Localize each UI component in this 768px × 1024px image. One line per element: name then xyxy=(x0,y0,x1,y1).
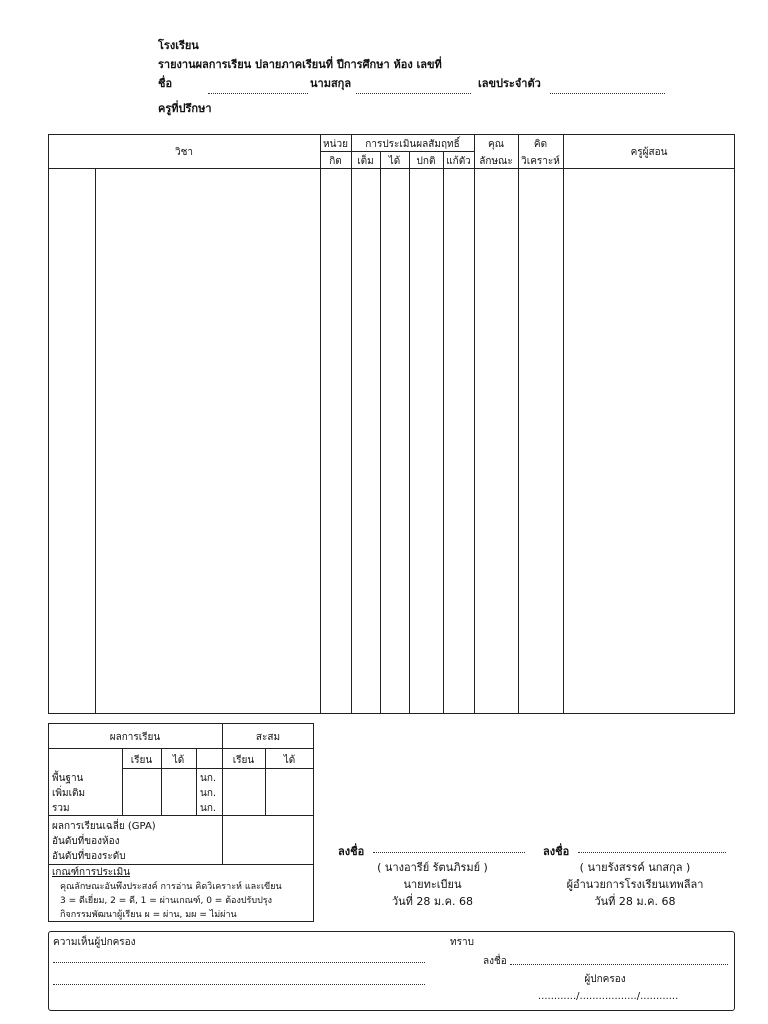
summary-subheader-divider xyxy=(122,768,314,769)
character-header-bottom: ลักษณะ xyxy=(479,156,513,167)
cumulative-study-header: เรียน xyxy=(232,755,255,766)
registrar-sign-line xyxy=(373,852,525,853)
parent-role: ผู้ปกครอง xyxy=(584,974,626,985)
parent-comment-title: ความเห็นผู้ปกครอง xyxy=(53,937,136,948)
registrar-date: วันที่ 28 ม.ค. 68 xyxy=(391,895,474,908)
extra-label: เพิ่มเติม xyxy=(52,788,86,799)
full-score-header: เต็ม xyxy=(357,156,374,167)
analysis-header-top: คิด xyxy=(533,139,548,150)
parent-sign-line[interactable] xyxy=(510,964,728,965)
normal-header: ปกติ xyxy=(416,156,436,167)
name-line xyxy=(208,93,308,94)
cumulative-got-header: ได้ xyxy=(283,755,296,766)
teacher-header: ครูผู้สอน xyxy=(630,147,668,158)
got-column-divider xyxy=(380,151,381,714)
director-sign-label: ลงชื่อ xyxy=(543,845,570,858)
char-column-divider xyxy=(474,134,475,714)
report-title: รายงานผลการเรียน ปลายภาคเรียนที่ ปีการศึกษา ห้อง เลขที่ xyxy=(158,58,442,71)
rank-room-label: อันดับที่ของห้อง xyxy=(52,836,120,847)
assessment-header: การประเมินผลสัมฤทธิ์ xyxy=(365,139,460,150)
school-label: โรงเรียน xyxy=(158,39,199,52)
unit-extra: นก. xyxy=(200,788,217,799)
registrar-position: นายทะเบียน xyxy=(403,878,462,891)
results-title: ผลการเรียน xyxy=(109,732,161,743)
director-date: วันที่ 28 ม.ค. 68 xyxy=(594,895,676,908)
credit-header-top: หน่วย xyxy=(323,139,348,150)
credit-header-bottom: กิต xyxy=(329,156,342,167)
unit-total: นก. xyxy=(200,803,217,814)
surname-label: นามสกุล xyxy=(310,77,352,90)
student-id-line xyxy=(550,93,665,94)
character-header-top: คุณ xyxy=(488,139,504,150)
criteria-line-2: 3 = ดีเยี่ยม, 2 = ดี, 1 = ผ่านเกณฑ์, 0 = ต้องปรับปรุง xyxy=(60,896,273,906)
analysis-header-bottom: วิเคราะห์ xyxy=(521,156,560,167)
total-label: รวม xyxy=(52,803,70,814)
parent-date-line[interactable]: ............/................../............ xyxy=(538,991,679,1002)
grades-table xyxy=(48,134,735,714)
summary-title-divider xyxy=(48,748,314,749)
parent-sign-label: ลงชื่อ xyxy=(483,956,507,967)
criteria-line-1: คุณลักษณะอันพึงประสงค์ การอ่าน คิดวิเคราะห์ และเขียน xyxy=(60,882,282,892)
summary-credits-divider xyxy=(48,815,314,816)
credit-column-divider xyxy=(320,134,321,714)
fix-column-divider xyxy=(443,151,444,714)
full-column-divider xyxy=(351,134,352,714)
cumulative-title: สะสม xyxy=(255,732,281,743)
director-name: ( นายรังสรรค์ นกสกุล ) xyxy=(579,861,691,874)
subject-header: วิชา xyxy=(174,147,194,158)
unit-divider xyxy=(196,748,197,815)
criteria-title: เกณฑ์การประเมิน xyxy=(52,867,131,878)
got-score-header: ได้ xyxy=(388,156,401,167)
think-column-divider xyxy=(518,134,519,714)
parent-comment-line-2[interactable] xyxy=(53,984,425,985)
acknowledge-label: ทราบ xyxy=(450,937,474,948)
normal-column-divider xyxy=(409,151,410,714)
fix-header: แก้ตัว xyxy=(446,156,471,167)
registrar-name: ( นางอารีย์ รัตนภิรมย์ ) xyxy=(377,861,488,874)
surname-line xyxy=(356,93,471,94)
rank-level-label: อันดับที่ของระดับ xyxy=(52,851,126,862)
basic-label: พื้นฐาน xyxy=(52,773,84,784)
parent-comment-line-1[interactable] xyxy=(53,962,425,963)
student-id-label: เลขประจำตัว xyxy=(478,77,541,90)
got-header: ได้ xyxy=(172,755,185,766)
director-position: ผู้อำนวยการโรงเรียนเทพลีลา xyxy=(566,878,704,891)
teacher-column-divider xyxy=(563,134,564,714)
advisor-label: ครูที่ปรึกษา xyxy=(158,102,212,115)
director-sign-line xyxy=(578,852,726,853)
code-column-divider xyxy=(95,168,96,714)
study-header: เรียน xyxy=(130,755,153,766)
unit-basic: นก. xyxy=(200,773,217,784)
name-label: ชื่อ xyxy=(158,77,173,90)
registrar-sign-label: ลงชื่อ xyxy=(338,845,365,858)
criteria-line-3: กิจกรรมพัฒนาผู้เรียน ผ = ผ่าน, มผ = ไม่ผ่าน xyxy=(60,910,237,920)
gpa-label: ผลการเรียนเฉลี่ย (GPA) xyxy=(52,821,156,832)
